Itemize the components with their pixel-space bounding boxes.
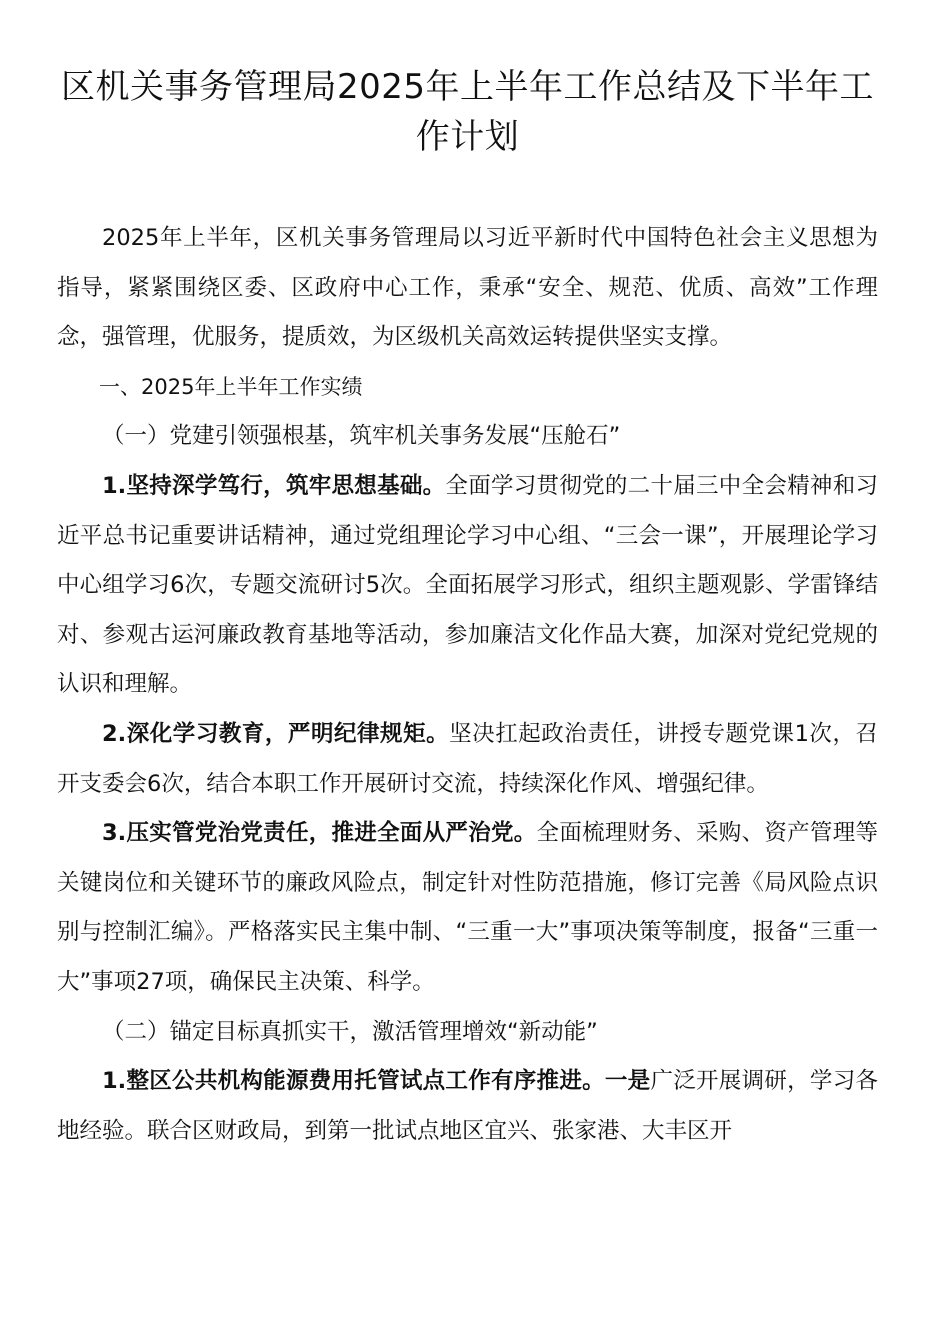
document-title: 区机关事务管理局2025年上半年工作总结及下半年工作计划 — [60, 67, 875, 157]
item-3-text: 全面梳理财务、采购、资产管理等关键岗位和关键环节的廉政风险点，制定针对性防范措施，修订完善《局风险点识别与控制汇编》。严格落实民主集中制、“三重一大”事项决策等制度，报备“三重一大”事项27项，确保民主决策、科学。 — [57, 820, 878, 995]
item-2-paragraph — [57, 710, 878, 809]
item-4-lead: 1.整区公共机构能源费用托管试点工作有序推进。一是 — [102, 1068, 651, 1095]
subsection-heading-2: （二）锚定目标真抓实干，激活管理增效“新动能” — [102, 1018, 598, 1045]
item-2-text: 坚决扛起政治责任，讲授专题党课1次，召开支委会6次，结合本职工作开展研讨交流，持续深化作风、增强纪律。 — [57, 720, 878, 797]
section-heading-1: 一、2025年上半年工作实绩 — [99, 374, 363, 399]
item-2-lead: 2.深化学习教育，严明纪律规矩。 — [102, 720, 450, 747]
intro-paragraph: 2025年上半年，区机关事务管理局以习近平新时代中国特色社会主义思想为指导，紧紧围绕区委、区政府中心工作，秉承“安全、规范、优质、高效”工作理念，强管理，优服务，提质效，为区级机关高效运转提供坚实支撑。 — [57, 225, 878, 351]
item-4-paragraph — [57, 1057, 878, 1156]
subsection-heading-1: （一）党建引领强根基，筑牢机关事务发展“压舱石” — [102, 423, 621, 450]
item-4-text: 广泛开展调研，学习各地经验。联合区财政局，到第一批试点地区宜兴、张家港、大丰区开 — [57, 1068, 878, 1144]
item-3-paragraph — [57, 809, 878, 1007]
document-body — [57, 214, 878, 1156]
item-1-paragraph — [57, 462, 878, 710]
item-1-lead: 1.坚持深学笃行，筑牢思想基础。 — [102, 472, 446, 499]
item-1-text: 全面学习贯彻党的二十届三中全会精神和习近平总书记重要讲话精神，通过党组理论学习中心组、“三会一课”，开展理论学习中心组学习6次，专题交流研讨5次。全面拓展学习形式，组织主题观影、学雷锋结对、参观古运河廉政教育基地等活动，参加廉洁文化作品大赛，加深对党纪党规的认识和理解。 — [57, 472, 878, 698]
item-3-lead: 3.压实管党治党责任，推进全面从严治党。 — [102, 820, 537, 847]
